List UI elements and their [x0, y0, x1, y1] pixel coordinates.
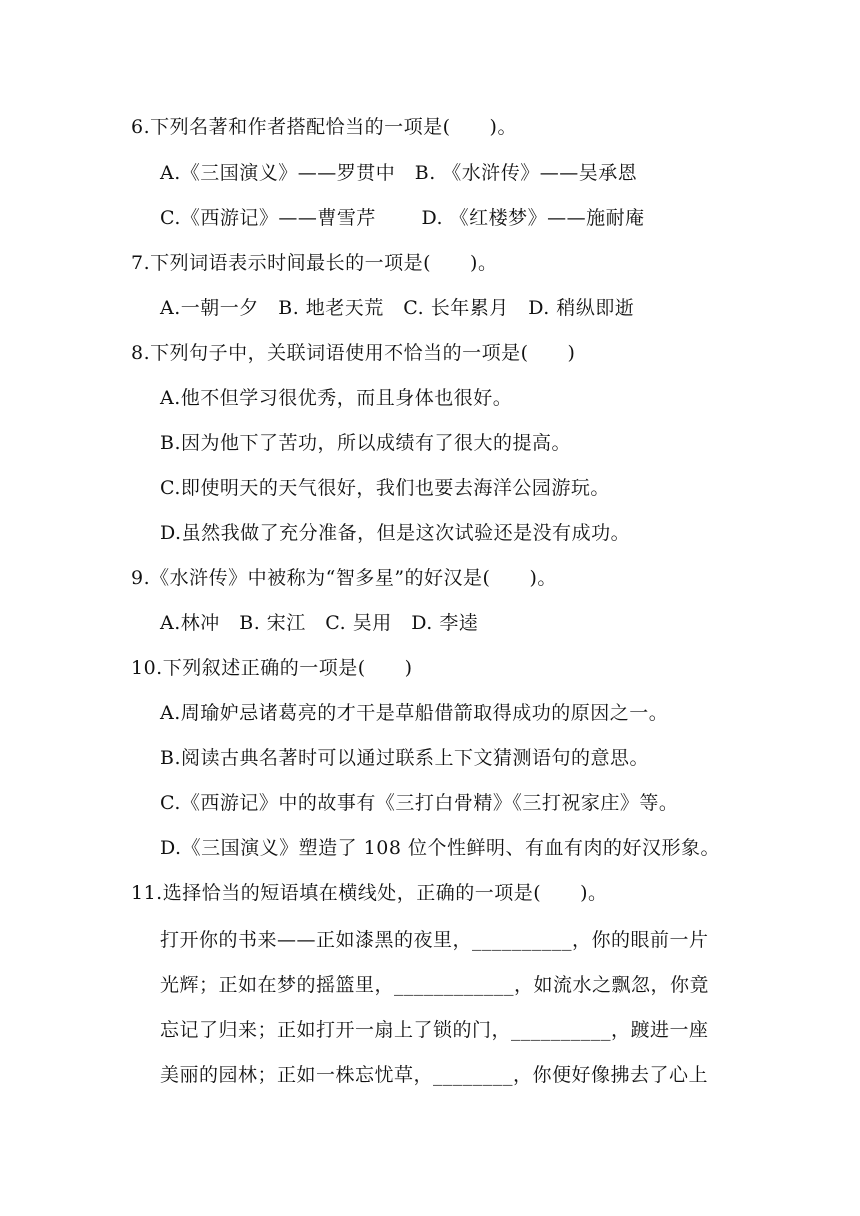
- question-10-option-d: D.《三国演义》塑造了 108 位个性鲜明、有血有肉的好汉形象。: [160, 837, 720, 859]
- question-8-option-c: C.即使明天的天气很好，我们也要去海洋公园游玩。: [160, 477, 610, 499]
- question-11-passage-line-3: 忘记了归来；正如打开一扇上了锁的门，__________，踱进一座: [160, 1019, 709, 1041]
- question-8-option-b: B.因为他下了苦功，所以成绩有了很大的提高。: [160, 432, 572, 454]
- question-6-options-ab: A.《三国演义》——罗贯中 B. 《水浒传》——吴承恩: [160, 162, 638, 184]
- question-8-option-d: D.虽然我做了充分准备，但是这次试验还是没有成功。: [160, 522, 631, 544]
- question-10-option-c: C.《西游记》中的故事有《三打白骨精》《三打祝家庄》等。: [160, 792, 679, 814]
- question-11-passage-line-4: 美丽的园林；正如一株忘忧草，________，你便好像拂去了心上: [160, 1064, 709, 1086]
- question-7-stem: 7.下列词语表示时间最长的一项是( )。: [131, 252, 498, 274]
- question-8-stem: 8.下列句子中，关联词语使用不恰当的一项是( ): [131, 342, 576, 364]
- question-9-options: A.林冲 B. 宋江 C. 吴用 D. 李逵: [160, 612, 479, 634]
- question-11-passage-line-2: 光辉；正如在梦的摇篮里，____________，如流水之飘忽，你竟: [160, 974, 710, 996]
- question-10-option-b: B.阅读古典名著时可以通过联系上下文猜测语句的意思。: [160, 747, 650, 769]
- question-6-options-cd: C.《西游记》——曹雪芹 D. 《红楼梦》——施耐庵: [160, 207, 645, 229]
- question-11-stem: 11.选择恰当的短语填在横线处，正确的一项是( )。: [131, 882, 608, 904]
- question-9-stem: 9.《水浒传》中被称为“智多星”的好汉是( )。: [131, 567, 557, 589]
- question-6-stem: 6.下列名著和作者搭配恰当的一项是( )。: [131, 116, 517, 138]
- question-10-stem: 10.下列叙述正确的一项是( ): [131, 657, 413, 679]
- question-11-passage-line-1: 打开你的书来——正如漆黑的夜里，__________，你的眼前一片: [160, 929, 709, 951]
- question-7-options: A.一朝一夕 B. 地老天荒 C. 长年累月 D. 稍纵即逝: [160, 297, 635, 319]
- question-8-option-a: A.他不但学习很优秀，而且身体也很好。: [160, 387, 513, 409]
- question-10-option-a: A.周瑜妒忌诸葛亮的才干是草船借箭取得成功的原因之一。: [160, 702, 669, 724]
